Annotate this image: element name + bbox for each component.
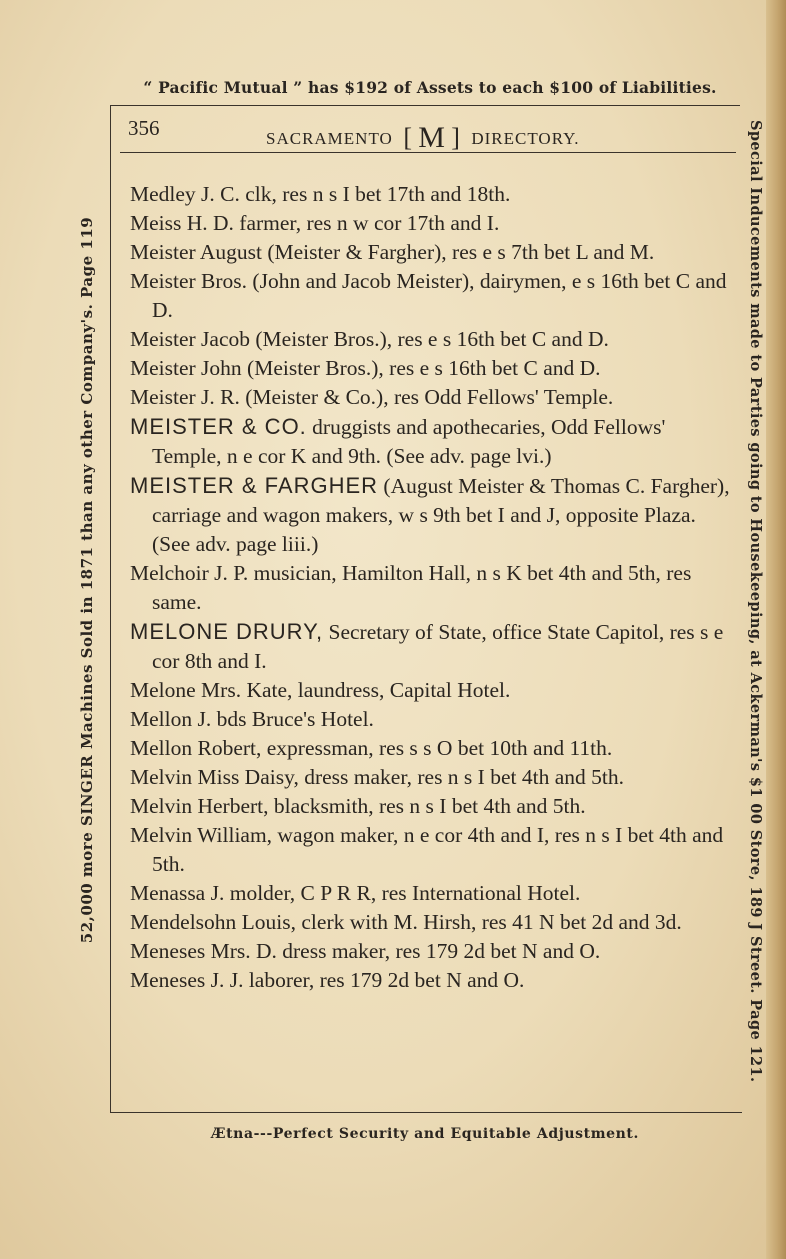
- directory-entry: [130, 763, 730, 792]
- directory-entry: [130, 937, 730, 966]
- entry-text: Melchoir J. P. musician, Hamilton Hall, n s K bet 4th and 5th, res same.: [130, 561, 692, 614]
- header-rule: [120, 152, 736, 153]
- directory-entries: [130, 180, 730, 995]
- bottom-advertisement: Ætna---Perfect Security and Equitable Adjustment.: [211, 1126, 639, 1142]
- entry-text: Melone Mrs. Kate, laundress, Capital Hotel.: [130, 678, 511, 702]
- entry-text: Melvin Herbert, blacksmith, res n s I bet 4th and 5th.: [130, 794, 586, 818]
- entry-text: Meister John (Meister Bros.), res e s 16th bet C and D.: [130, 356, 601, 380]
- directory-entry: [130, 966, 730, 995]
- frame-top-rule: [110, 105, 740, 106]
- entry-text: Meiss H. D. farmer, res n w cor 17th and I.: [130, 211, 500, 235]
- bracket-close: ]: [451, 123, 461, 152]
- entry-text: Meister Jacob (Meister Bros.), res e s 16th bet C and D.: [130, 327, 609, 351]
- entry-text: Mellon J. bds Bruce's Hotel.: [130, 707, 374, 731]
- directory-entry: [130, 879, 730, 908]
- entry-text: Meister Bros. (John and Jacob Meister), dairymen, e s 16th bet C and D.: [130, 269, 727, 322]
- top-advertisement: “ Pacific Mutual ” has $192 of Assets to each $100 of Liabilities.: [143, 78, 717, 97]
- page-number: 356: [128, 116, 160, 140]
- section-letter: M: [418, 121, 446, 154]
- entry-text: Menassa J. molder, C P R R, res International Hotel.: [130, 881, 581, 905]
- entry-text: Mellon Robert, expressman, res s s O bet 10th and 11th.: [130, 736, 613, 760]
- entry-text: Meister J. R. (Meister & Co.), res Odd Fellows' Temple.: [130, 385, 614, 409]
- directory-entry: [130, 734, 730, 763]
- directory-entry: [130, 412, 730, 471]
- entry-text: (August Meister & Thomas C. Fargher), carriage and wagon makers, w s 9th bet I and J, opposite Plaza. (See adv. page liii.): [152, 474, 730, 556]
- entry-text: Melvin William, wagon maker, n e cor 4th and I, res n s I bet 4th and 5th.: [130, 823, 724, 876]
- bracket-open: [: [403, 123, 413, 152]
- directory-entry: [130, 180, 730, 209]
- directory-entry: [130, 908, 730, 937]
- directory-entry: [130, 821, 730, 879]
- directory-entry: [130, 238, 730, 267]
- entry-text: Secretary of State, office State Capitol, res s e cor 8th and I.: [152, 620, 724, 673]
- directory-entry: [130, 325, 730, 354]
- directory-entry: [130, 471, 730, 559]
- entry-text: Mendelsohn Louis, clerk with M. Hirsh, res 41 N bet 2d and 3d.: [130, 910, 682, 934]
- entry-text: Medley J. C. clk, res n s I bet 17th and 18th.: [130, 182, 511, 206]
- entry-text: Meneses J. J. laborer, res 179 2d bet N and O.: [130, 968, 525, 992]
- running-title: [266, 118, 579, 152]
- directory-entry: [130, 559, 730, 617]
- right-margin-advertisement: Special Inducements made to Parties going to Housekeeping, at Ackerman's $1 00 Store, 189 J Street. Page 121.: [747, 120, 764, 1083]
- directory-entry: [130, 617, 730, 676]
- entry-text: druggists and apothecaries, Odd Fellows' Temple, n e cor K and 9th. (See adv. page lvi.): [152, 415, 666, 468]
- running-header: [128, 112, 728, 154]
- entry-business-name: MELONE DRURY,: [130, 619, 324, 644]
- frame-bottom-rule: [110, 1112, 742, 1113]
- directory-entry: [130, 209, 730, 238]
- directory-entry: [130, 354, 730, 383]
- entry-business-name: MEISTER & CO.: [130, 414, 307, 439]
- left-margin-advertisement: 52,000 more SINGER Machines Sold in 1871 than any other Company's. Page 119: [78, 216, 96, 944]
- directory-entry: [130, 383, 730, 412]
- entry-text: Melvin Miss Daisy, dress maker, res n s I bet 4th and 5th.: [130, 765, 624, 789]
- directory-entry: [130, 267, 730, 325]
- page-edge: [766, 0, 786, 1259]
- entry-text: Meneses Mrs. D. dress maker, res 179 2d bet N and O.: [130, 939, 601, 963]
- city-name: SACRAMENTO: [266, 129, 393, 148]
- directory-entry: [130, 676, 730, 705]
- directory-entry: [130, 705, 730, 734]
- entry-business-name: MEISTER & FARGHER: [130, 473, 379, 498]
- entry-text: Meister August (Meister & Fargher), res e s 7th bet L and M.: [130, 240, 655, 264]
- directory-title: DIRECTORY.: [471, 129, 580, 148]
- directory-entry: [130, 792, 730, 821]
